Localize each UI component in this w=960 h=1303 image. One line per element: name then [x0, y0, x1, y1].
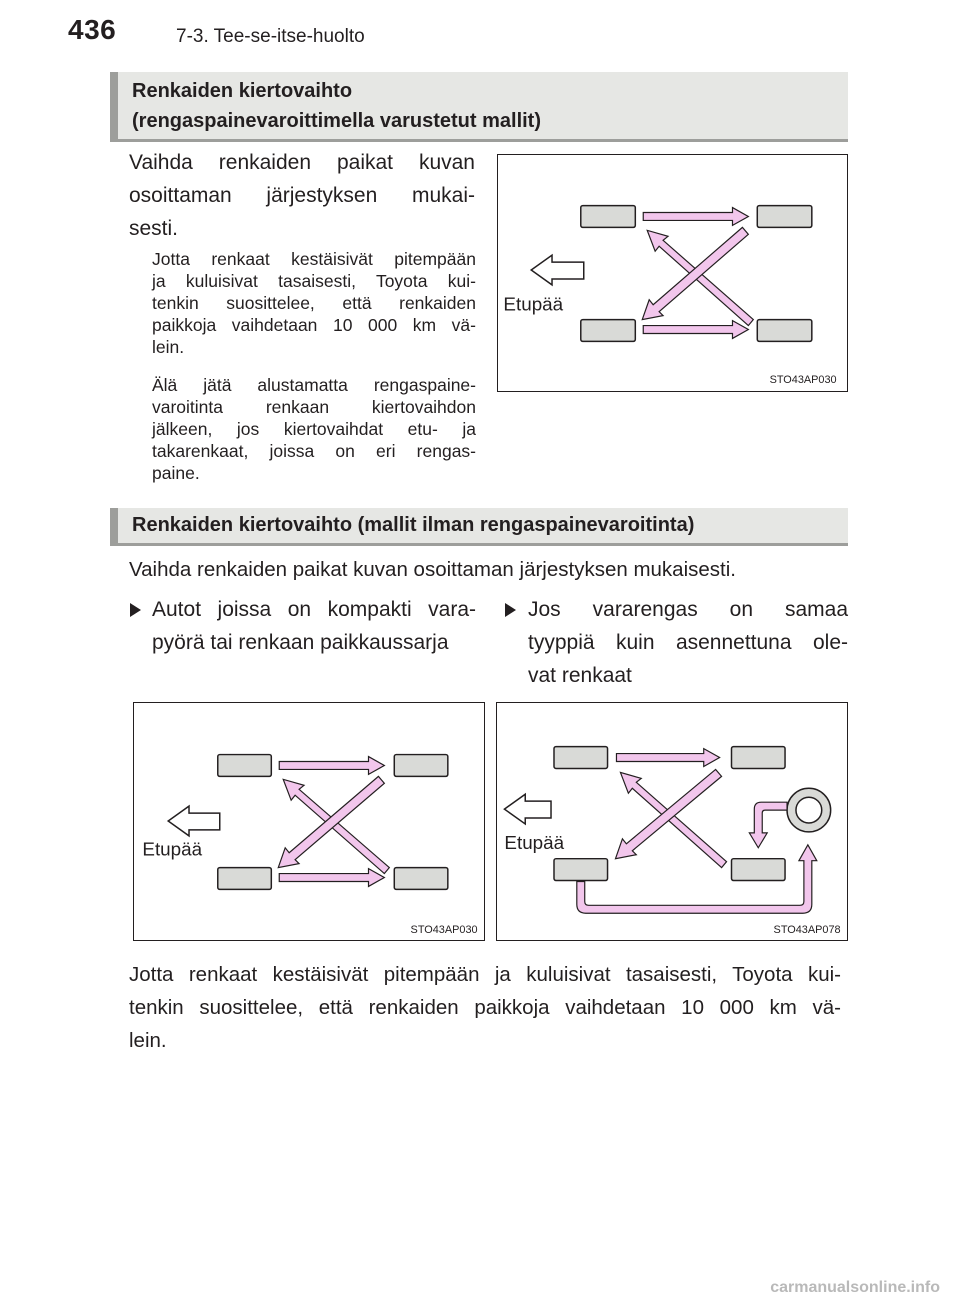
watermark: carmanualsonline.info [770, 1279, 940, 1296]
figure-code: STO43AP030 [410, 924, 478, 937]
note-line: takarenkaat, joissa on eri rengas- [152, 441, 476, 461]
arrow-fl-to-fr [616, 749, 719, 767]
figure-code: STO43AP078 [773, 924, 841, 937]
rotation-diagram-svg [134, 703, 484, 940]
section2-intro: Vaihda renkaiden paikat kuvan osoittaman järjestyksen mukaisesti. [129, 558, 736, 581]
section-heading-no-tpws: Renkaiden kiertovaihto (mallit ilman rengaspainevaroitinta) [110, 508, 848, 546]
figure-code: STO43AP030 [769, 374, 837, 387]
front-label: Etupää [503, 293, 564, 315]
tire-rear-right [394, 868, 448, 890]
bullet-compact-spare [152, 593, 476, 659]
front-direction-icon [504, 794, 551, 824]
chapter-title: 7-3. Tee-se-itse-huolto [176, 26, 365, 47]
tire-front-right [394, 755, 448, 777]
bullet-line: Autot joissa on kompakti vara- [152, 598, 476, 621]
rotation-diagram-full-spare [496, 702, 848, 941]
front-direction-icon [168, 806, 220, 836]
bullet-line: pyörä tai renkaan paikkaussarja [152, 631, 449, 654]
bullet-marker-icon [130, 603, 141, 617]
page-number: 436 [68, 14, 117, 45]
note-line: Älä jätä alustamatta rengaspaine- [152, 375, 476, 395]
section-heading-line1: Renkaiden kiertovaihto [132, 80, 353, 102]
tire-rear-left [218, 868, 272, 890]
tire-front-left [581, 206, 636, 228]
note-line: ja kuluisivat tasaisesti, Toyota kui- [152, 271, 476, 291]
front-label: Etupää [504, 831, 565, 853]
closing-line: lein. [129, 1029, 167, 1052]
note-line: tenkin suosittelee, että renkaiden [152, 293, 476, 313]
spare-tire-icon [787, 788, 831, 832]
arrow-rl-to-rr [643, 321, 748, 339]
arrow-fl-to-fr [279, 757, 384, 775]
section-heading-line2: (rengaspainevaroittimella varustetut mallit) [132, 110, 542, 132]
section1-intro [129, 146, 475, 245]
tire-rear-left [581, 320, 636, 342]
note-line: lein. [152, 337, 185, 357]
tire-front-left [554, 747, 608, 769]
bullet-full-spare [528, 593, 848, 692]
note-tpws-initialize [152, 374, 476, 484]
rotation-diagram-tpws [497, 154, 848, 392]
arrow-rl-to-rr [279, 869, 384, 887]
tire-rear-right [731, 859, 785, 881]
note-line: varoitinta renkaan kiertovaihdon [152, 397, 476, 417]
tire-rear-left [554, 859, 608, 881]
rotation-diagram-svg [498, 155, 847, 391]
note-line: Jotta renkaat kestäisivät pitempään [152, 249, 476, 269]
tire-front-right [731, 747, 785, 769]
bullet-marker-icon [505, 603, 516, 617]
bullet-line: Jos vararengas on samaa [528, 598, 848, 621]
note-line: jälkeen, jos kiertovaihdat etu- ja [152, 419, 476, 439]
tire-rear-right [757, 320, 812, 342]
rotation-diagram-svg [497, 703, 847, 940]
note-line: paikkoja vaihdetaan 10 000 km vä- [152, 315, 476, 335]
arrow-fl-to-fr [643, 208, 748, 226]
bullet-line: tyyppiä kuin asennettuna ole- [528, 631, 848, 654]
section-heading-tpws [110, 72, 848, 142]
bullet-line: vat renkaat [528, 664, 632, 687]
arrow-rr-to-fl [647, 230, 753, 325]
rotation-diagram-compact-spare [133, 702, 485, 941]
note-line: paine. [152, 463, 200, 483]
intro-line: Vaihda renkaiden paikat kuvan [129, 151, 475, 174]
intro-line: osoittaman järjestyksen mukai- [129, 184, 475, 207]
front-label: Etupää [142, 838, 203, 860]
closing-paragraph [129, 958, 841, 1057]
closing-line: tenkin suosittelee, että renkaiden paikkoja vaihdetaan 10 000 km vä- [129, 996, 841, 1019]
tire-front-left [218, 755, 272, 777]
front-direction-icon [531, 255, 584, 285]
arrow-rr-to-fl [620, 772, 726, 867]
closing-line: Jotta renkaat kestäisivät pitempään ja kuluisivat tasaisesti, Toyota kui- [129, 963, 841, 986]
arrow-spare-to-rr [749, 802, 787, 848]
arrow-rr-to-fl [283, 779, 389, 873]
tire-front-right [757, 206, 812, 228]
note-rotation-interval [152, 248, 476, 358]
intro-line: sesti. [129, 217, 179, 240]
